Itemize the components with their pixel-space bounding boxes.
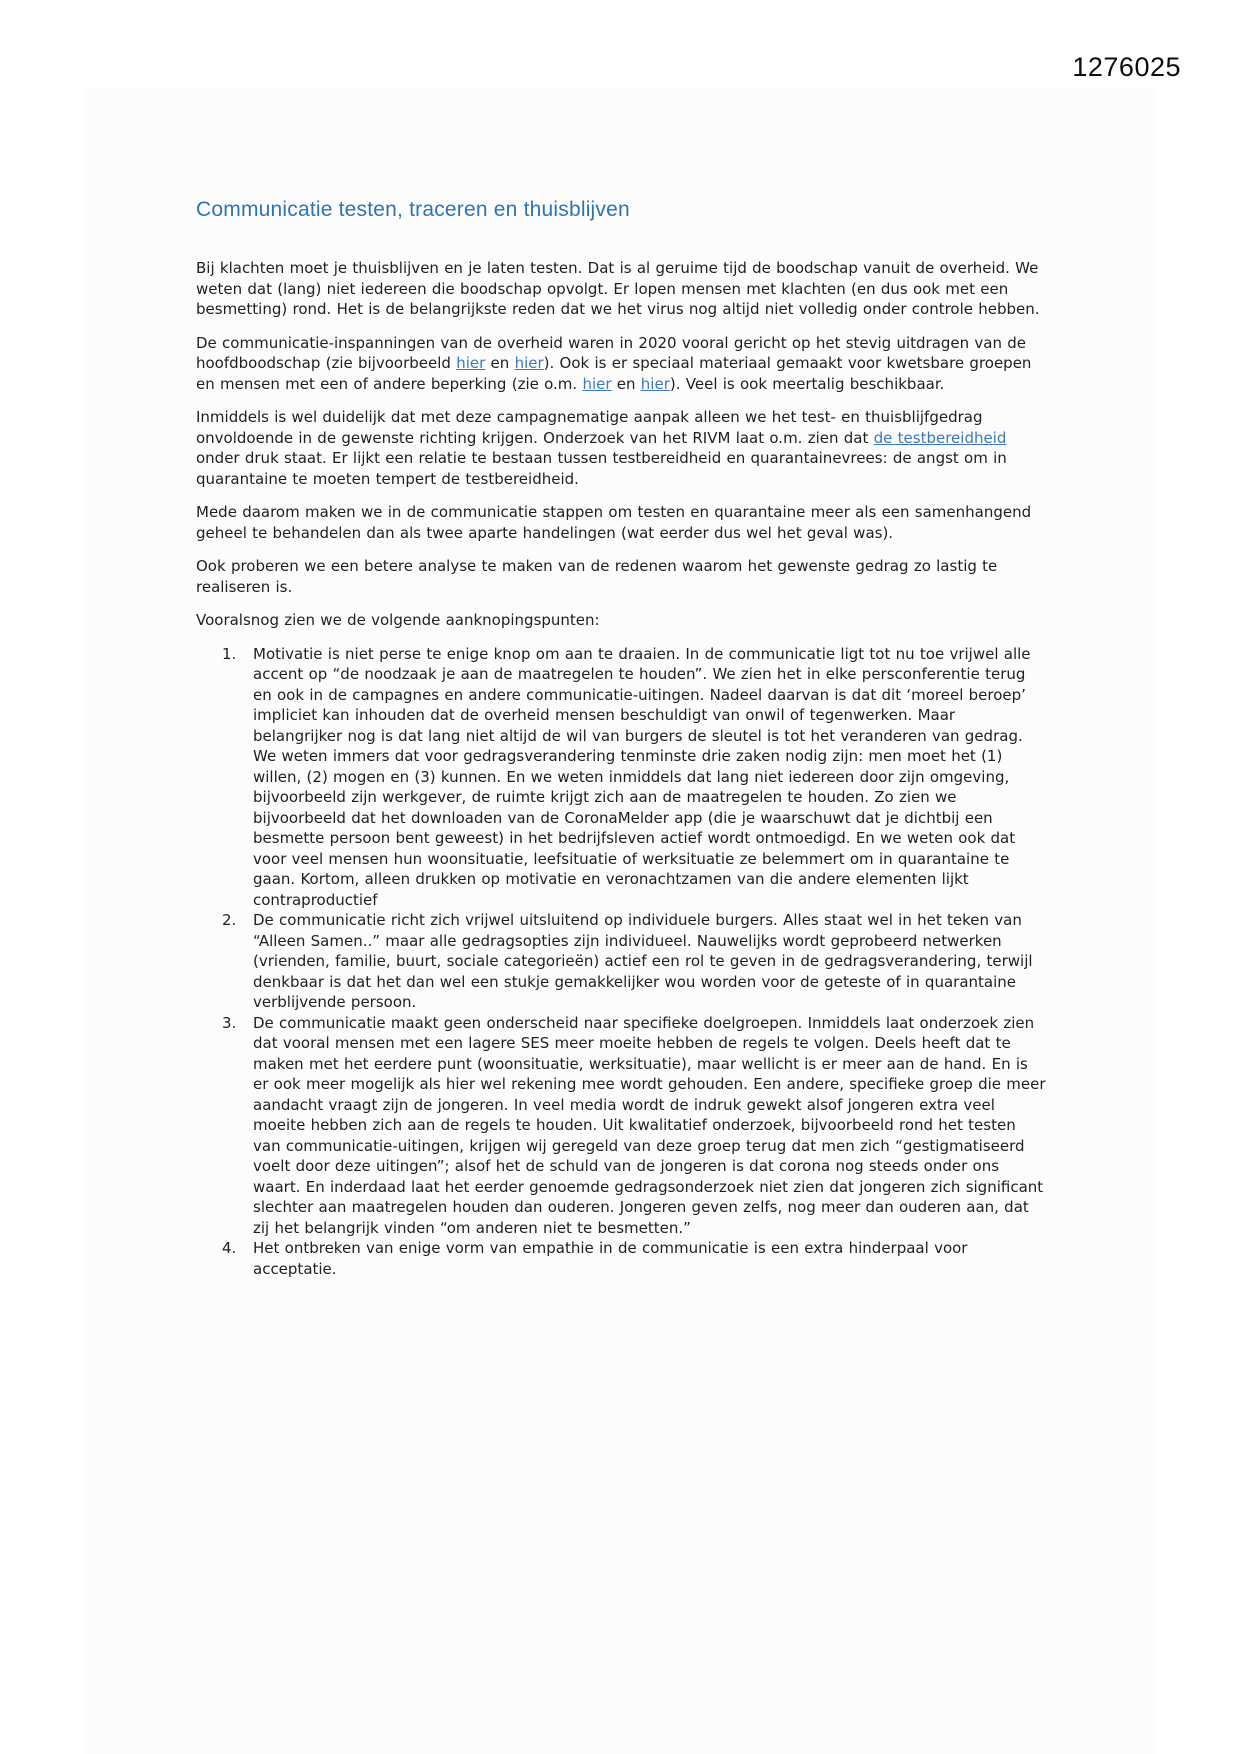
hyperlink-testbereidheid[interactable]: de testbereidheid bbox=[873, 428, 1007, 447]
list-item-text: De communicatie richt zich vrijwel uitsluitend op individuele burgers. Alles staat wel in het teken van “Alleen Samen..” maar alle gedragsopties zijn individueel. Nauwelijks wordt geprobeerd netwerken (vrienden, familie, buurt, sociale categorieën) actief een rol te geven in de gedragsverandering, terwijl denkbaar is dat het dan wel een stukje gemakkelijker wou worden voor de geteste of in quarantaine verblijvende persoon. bbox=[253, 911, 1033, 1011]
list-item-text: De communicatie maakt geen onderscheid naar specifieke doelgroepen. Inmiddels laat onderzoek zien dat vooral mensen met een lagere SES meer moeite hebben de regels te volgen. Deels heeft dat te maken met het eerdere punt (woonsituatie, werksituatie), maar wellicht is er meer aan de hand. En is er ook meer mogelijk als hier wel rekening mee wordt gehouden. Een andere, specifieke groep die meer aandacht vraagt zijn de jongeren. In veel media wordt de indruk gewekt alsof jongeren extra veel moeite hebben zich aan de regels te houden. Uit kwalitatief onderzoek, bijvoorbeeld rond het testen van communicatie-uitingen, krijgen wij geregeld van deze groep terug dat men zich “gestigmatiseerd voelt door deze uitingen”; alsof het de schuld van de jongeren is dat corona nog steeds onder ons waart. En inderdaad laat het eerder genoemde gedragsonderzoek niet zien dat jongeren zich significant slechter aan maatregelen houden dan ouderen. Jongeren geven zelfs, nog meer dan ouderen aan, dat zij het belangrijk vinden “om anderen niet te besmetten.” bbox=[253, 1013, 1046, 1237]
paragraph-mede-daarom: Mede daarom maken we in de communicatie stappen om testen en quarantaine meer als een samenhangend geheel te behandelen dan als twee aparte handelingen (wat eerder dus wel het geval was). bbox=[196, 503, 1032, 542]
list-item-marker: 4. bbox=[222, 1239, 237, 1257]
list-item-text: Het ontbreken van enige vorm van empathie in de communicatie is een extra hinderpaal voor acceptatie. bbox=[253, 1239, 968, 1278]
text-segment: De communicatie-inspanningen van de overheid waren in 2020 vooral gericht op het stevig uitdragen van de hoofdboodschap (zie bijvoorbeeld bbox=[196, 333, 1027, 372]
hyperlink-hier-3[interactable]: hier bbox=[582, 374, 612, 393]
hyperlink-hier-1[interactable]: hier bbox=[456, 354, 486, 372]
text-segment: onder druk staat. Er lijkt een relatie te bestaan tussen testbereidheid en quarantainevrees: de angst om in quarantaine te moeten tempert de testbereidheid. bbox=[196, 449, 1007, 488]
document-content bbox=[196, 0, 1048, 1279]
paragraph-communicatie-inspanningen bbox=[196, 333, 1048, 395]
text-segment: en bbox=[485, 354, 515, 372]
text-segment: Inmiddels is wel duidelijk dat met deze campagnematige aanpak alleen we het test- en thuisblijfgedrag onvoldoende in de gewenste richting krijgen. Onderzoek van het RIVM laat o.m. zien dat bbox=[196, 408, 983, 447]
list-item-marker: 1. bbox=[222, 644, 237, 663]
paragraph-aanknopingspunten-intro: Vooralsnog zien we de volgende aanknopingspunten: bbox=[196, 611, 600, 629]
text-segment: ). Ook is er speciaal materiaal gemaakt voor kwetsbare groepen en mensen met een of andere beperking (zie o.m. bbox=[196, 354, 1032, 393]
text-segment: en bbox=[611, 374, 641, 393]
list-item bbox=[222, 1238, 1048, 1279]
document-number: 1276025 bbox=[1072, 52, 1181, 82]
hyperlink-hier-2[interactable]: hier bbox=[514, 354, 544, 372]
hyperlink-hier-4[interactable]: hier bbox=[640, 374, 670, 393]
paragraph-campagnematige-aanpak bbox=[196, 407, 1048, 489]
paragraph-klachten: Bij klachten moet je thuisblijven en je laten testen. Dat is al geruime tijd de boodschap vanuit de overheid. We weten dat (lang) niet iedereen die boodschap opvolgt. Er lopen mensen met klachten (en dus ook met een besmetting) rond. Het is de belangrijkste reden dat we het virus nog altijd niet volledig onder controle hebben. bbox=[196, 259, 1040, 318]
paragraph-betere-analyse: Ook proberen we een betere analyse te maken van de redenen waarom het gewenste gedrag zo lastig te realiseren is. bbox=[196, 557, 998, 596]
list-item bbox=[222, 910, 1048, 1013]
document-title: Communicatie testen, traceren en thuisblijven bbox=[196, 198, 630, 221]
list-item-text: Motivatie is niet perse te enige knop om aan te draaien. In de communicatie ligt tot nu toe vrijwel alle accent op “de noodzaak je aan de maatregelen te houden”. We zien het in elke persconferentie terug en ook in de campagnes en andere communicatie-uitingen. Nadeel daarvan is dat dit ‘moreel beroep’ impliciet kan inhouden dat de overheid mensen beschuldigt van onwil of tegenwerken. Maar belangrijker nog is dat lang niet altijd de wil van burgers de sleutel is tot het veranderen van gedrag. We weten immers dat voor gedragsverandering tenminste drie zaken nodig zijn: men moet het (1) willen, (2) mogen en (3) kunnen. En we weten inmiddels dat lang niet iedereen door zijn omgeving, bijvoorbeeld zijn werkgever, de ruimte krijgt zich aan de maatregelen te houden. Zo zien we bijvoorbeeld dat het downloaden van de CoronaMelder app (die je waarschuwt dat je dichtbij een besmette persoon bent geweest) in het bedrijfsleven actief wordt ontmoedigd. En we weten ook dat voor veel mensen hun woonsituatie, leefsituatie of werksituatie ze belemmert om in quarantaine te gaan. Kortom, alleen drukken op motivatie en veronachtzamen van die andere elementen lijkt contraproductief bbox=[253, 644, 1031, 909]
list-item-marker: 2. bbox=[222, 911, 237, 929]
numbered-list bbox=[196, 644, 1048, 1280]
list-item-marker: 3. bbox=[222, 1013, 237, 1032]
text-segment: ). Veel is ook meertalig beschikbaar. bbox=[669, 374, 945, 393]
list-item bbox=[222, 1013, 1048, 1239]
list-item bbox=[222, 644, 1048, 911]
